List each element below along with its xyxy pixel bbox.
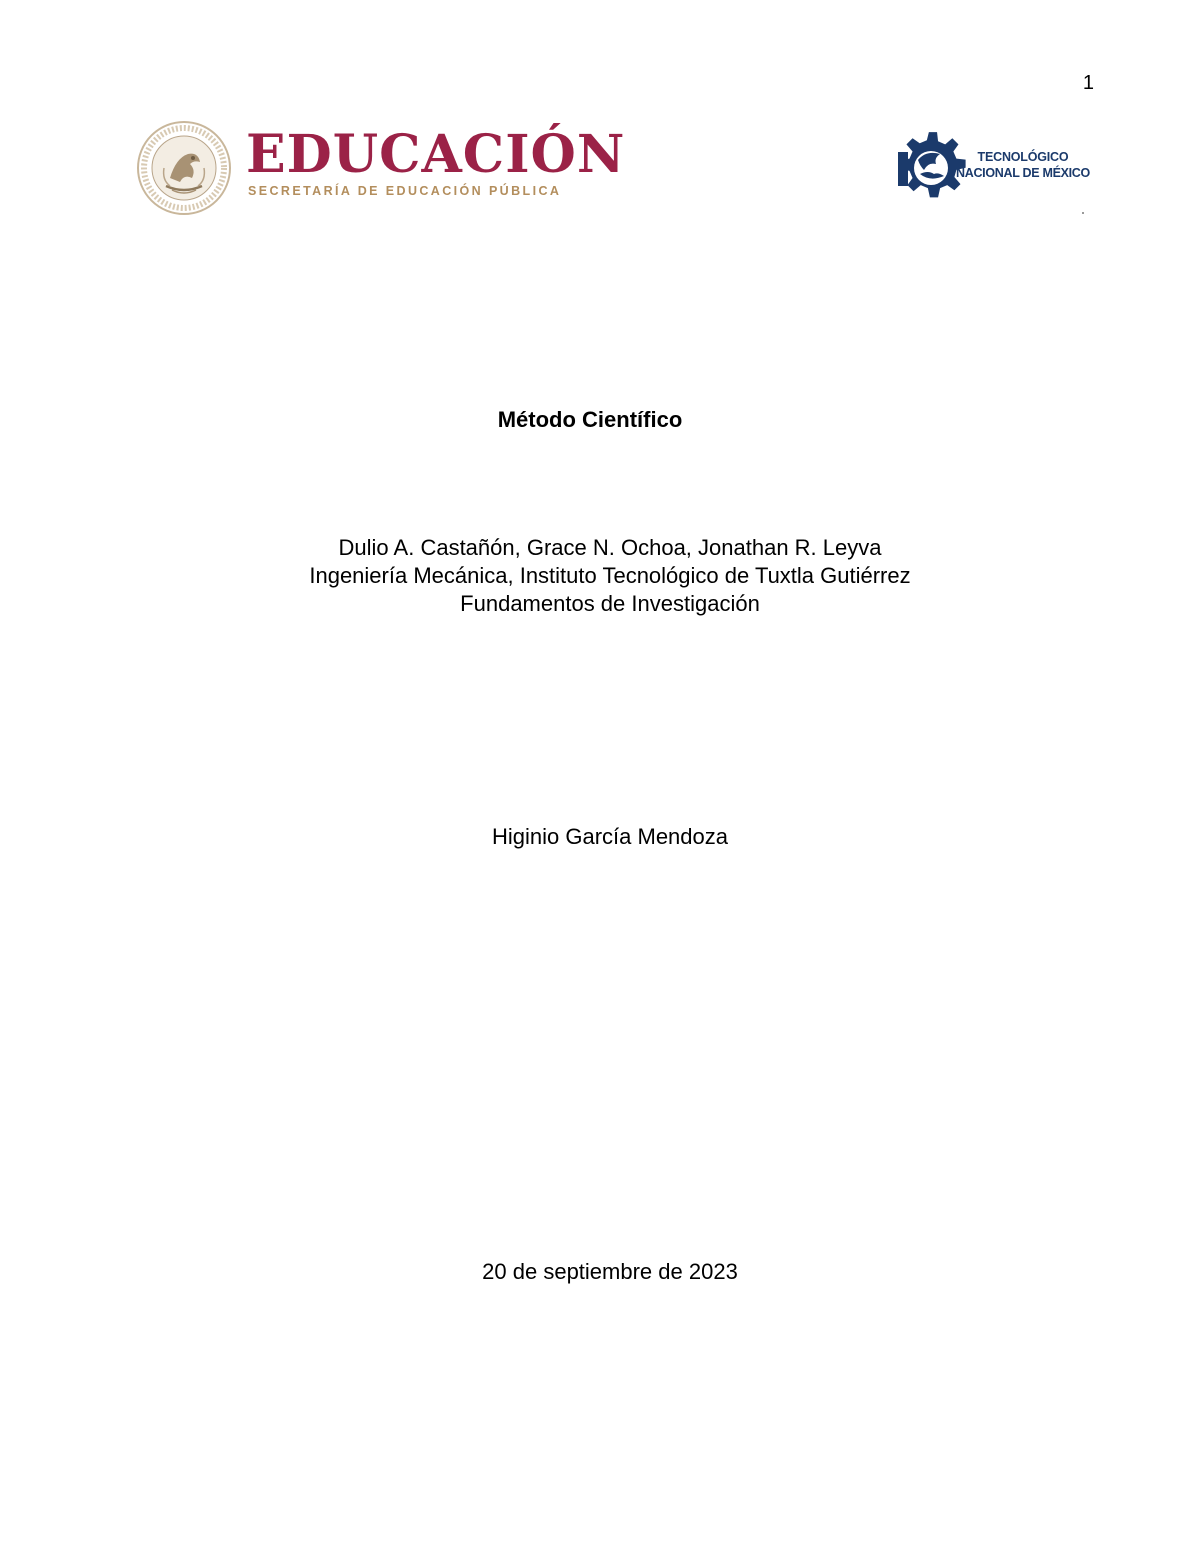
- sep-logo: [136, 118, 626, 218]
- tecnm-line-2: NACIONAL DE MÉXICO: [956, 166, 1090, 180]
- mexico-coat-of-arms-seal-icon: [136, 120, 232, 216]
- document-title: Método Científico: [497, 407, 683, 432]
- document-date: 20 de septiembre de 2023: [482, 1259, 738, 1284]
- decorative-dot: [1082, 212, 1084, 214]
- tecnm-logo: [890, 122, 1090, 214]
- tecnm-wordmark: [956, 149, 1090, 181]
- authors-line: Dulio A. Castañón, Grace N. Ochoa, Jonathan R. Leyva: [338, 535, 882, 560]
- advisor-name: Higinio García Mendoza: [491, 824, 728, 849]
- sep-subtitle: SECRETARÍA DE EDUCACIÓN PÚBLICA: [248, 184, 562, 198]
- tecnm-line-1: TECNOLÓGICO: [977, 150, 1069, 164]
- affiliation-line: Ingeniería Mecánica, Instituto Tecnológico de Tuxtla Gutiérrez: [309, 563, 911, 588]
- sep-wordmark: EDUCACIÓN: [246, 124, 626, 185]
- author-block: [0, 534, 1200, 618]
- course-line: Fundamentos de Investigación: [460, 591, 760, 616]
- page-number: 1: [1082, 72, 1094, 94]
